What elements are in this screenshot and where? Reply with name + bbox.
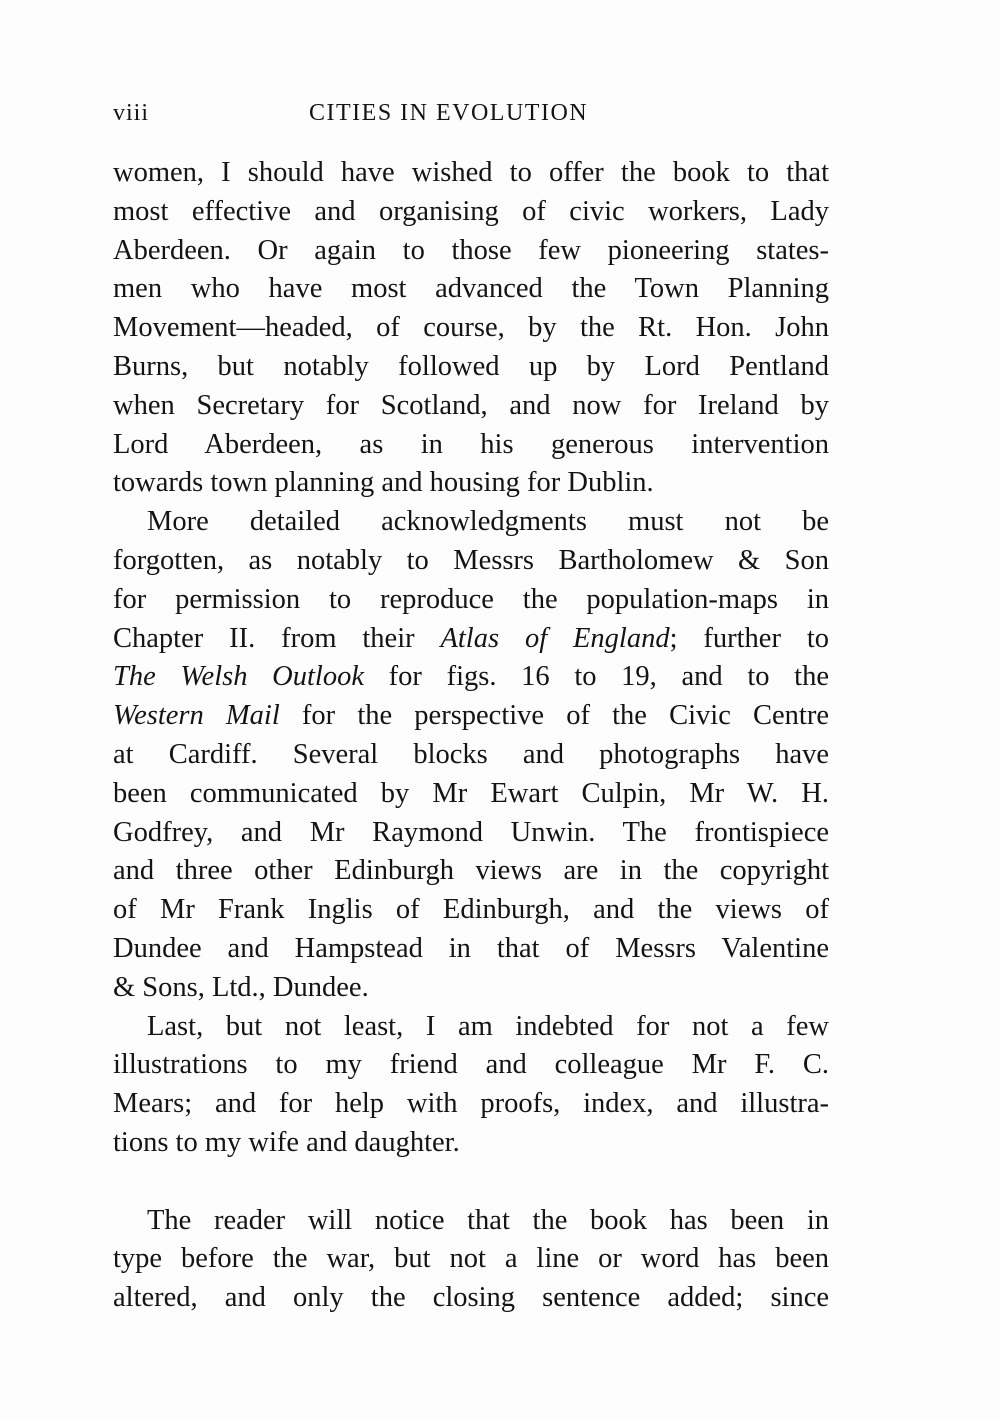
- text-line: [113, 697, 829, 736]
- text-line: type before the war, but not a line or word has been: [113, 1243, 829, 1275]
- text-line: Aberdeen. Or again to those few pioneering states-: [113, 234, 829, 266]
- text-line: of Mr Frank Inglis of Edinburgh, and the views of: [113, 894, 829, 926]
- text-line: More detailed acknowledgments must not be: [147, 506, 829, 538]
- periodical-title-western-mail: Western Mail: [113, 700, 280, 732]
- section-gap: [113, 1163, 829, 1202]
- text-line: [113, 620, 829, 659]
- text-line: Last, but not least, I am indebted for not a few: [147, 1010, 829, 1042]
- body-text: [113, 154, 829, 1318]
- text-line: illustrations to my friend and colleague Mr F. C.: [113, 1049, 829, 1081]
- text-line: men who have most advanced the Town Planning: [113, 273, 829, 305]
- text-line: Lord Aberdeen, as in his generous intervention: [113, 428, 829, 460]
- text-line: towards town planning and housing for Dublin.: [113, 467, 654, 499]
- text-line: at Cardiff. Several blocks and photographs have: [113, 738, 829, 770]
- text-line: Dundee and Hampstead in that of Messrs Valentine: [113, 932, 829, 964]
- text-run: ; further to: [669, 622, 829, 654]
- text-line: & Sons, Ltd., Dundee.: [113, 971, 369, 1003]
- book-title-atlas: Atlas of England: [440, 622, 670, 654]
- text-run: for the perspective of the Civic Centre: [279, 700, 829, 732]
- text-line: most effective and organising of civic workers, Lady: [113, 195, 829, 227]
- periodical-title-welsh-outlook: The Welsh Outlook: [113, 661, 364, 693]
- text-run: for figs. 16 to 19, and to the: [363, 661, 829, 693]
- text-line: Mears; and for help with proofs, index, and illustra-: [113, 1088, 829, 1120]
- text-line: when Secretary for Scotland, and now for Ireland by: [113, 389, 829, 421]
- page-number: viii: [113, 100, 150, 126]
- text-line: forgotten, as notably to Messrs Bartholomew & Son: [113, 544, 829, 576]
- text-line: [113, 658, 829, 697]
- text-line: tions to my wife and daughter.: [113, 1126, 460, 1158]
- text-line: been communicated by Mr Ewart Culpin, Mr W. H.: [113, 777, 829, 809]
- text-line: The reader will notice that the book has been in: [147, 1204, 829, 1236]
- text-line: for permission to reproduce the population-maps in: [113, 583, 829, 615]
- text-line: altered, and only the closing sentence added; since: [113, 1282, 829, 1314]
- text-line: and three other Edinburgh views are in the copyright: [113, 855, 829, 887]
- running-title: CITIES IN EVOLUTION: [309, 100, 589, 126]
- page-header: [113, 100, 833, 136]
- text-run: Chapter II. from their: [113, 622, 441, 654]
- text-line: Movement—headed, of course, by the Rt. Hon. John: [113, 312, 829, 344]
- text-line: Burns, but notably followed up by Lord Pentland: [113, 350, 829, 382]
- text-line: women, I should have wished to offer the book to that: [113, 157, 829, 188]
- text-line: Godfrey, and Mr Raymond Unwin. The frontispiece: [113, 816, 829, 848]
